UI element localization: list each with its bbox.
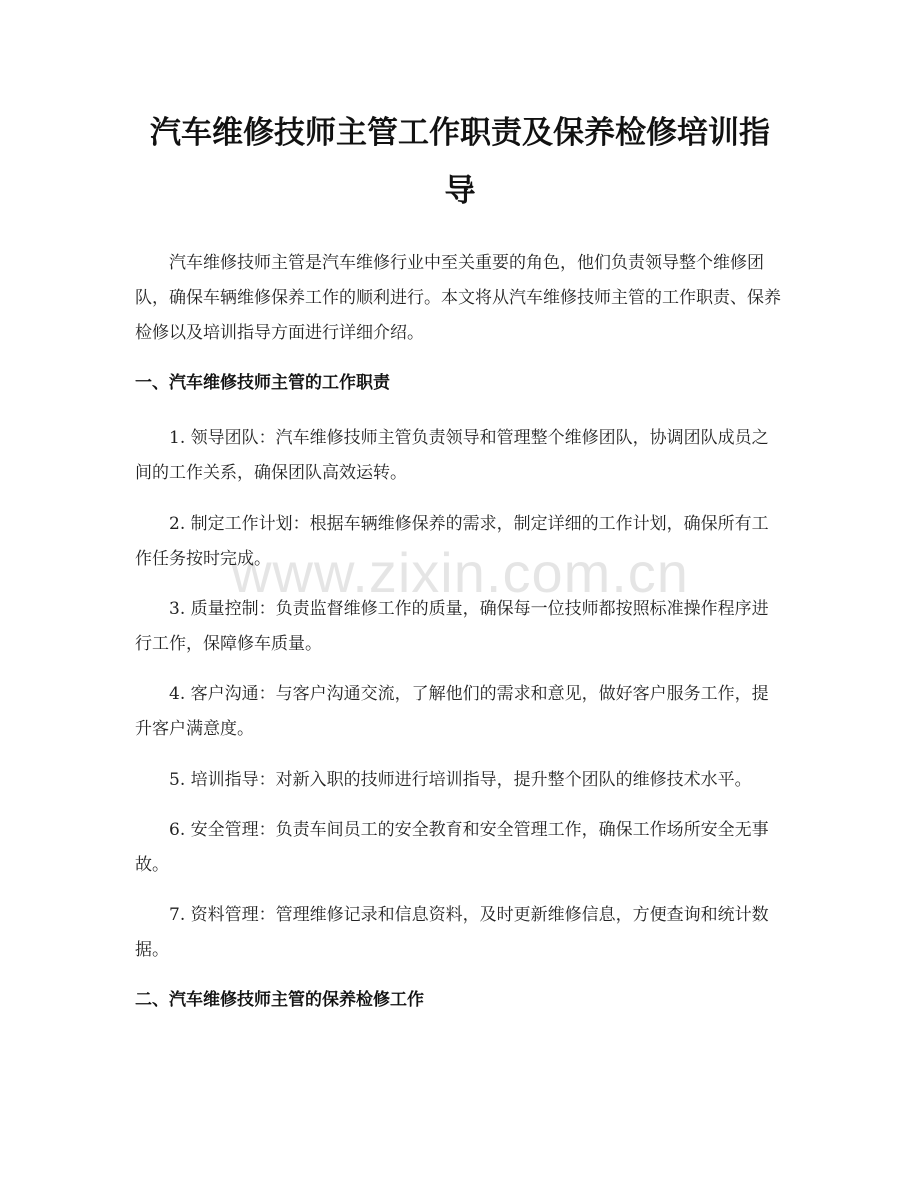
duty-item-3: 3. 质量控制：负责监督维修工作的质量，确保每一位技师都按照标准操作程序进行工作，保障修车质量。 xyxy=(135,599,769,654)
duty-item-7: 7. 资料管理：管理维修记录和信息资料，及时更新维修信息，方便查询和统计数据。 xyxy=(135,905,769,960)
duty-item-2: 2. 制定工作计划：根据车辆维修保养的需求，制定详细的工作计划，确保所有工作任务按时完成。 xyxy=(135,514,769,569)
duty-item-6: 6. 安全管理：负责车间员工的安全教育和安全管理工作，确保工作场所安全无事故。 xyxy=(135,820,769,875)
section-2-heading: 二、汽车维修技师主管的保养检修工作 xyxy=(135,990,424,1010)
duty-item-5: 5. 培训指导：对新入职的技师进行培训指导，提升整个团队的维修技术水平。 xyxy=(169,770,752,790)
duty-item-1: 1. 领导团队：汽车维修技师主管负责领导和管理整个维修团队，协调团队成员之间的工作关系，确保团队高效运转。 xyxy=(135,428,769,483)
watermark: www.zixin.com.cn xyxy=(231,541,689,604)
section-1-heading: 一、汽车维修技师主管的工作职责 xyxy=(135,373,390,393)
duty-item-4: 4. 客户沟通：与客户沟通交流，了解他们的需求和意见，做好客户服务工作，提升客户满意度。 xyxy=(135,684,769,739)
intro-paragraph: 汽车维修技师主管是汽车维修行业中至关重要的角色，他们负责领导整个维修团队，确保车辆维修保养工作的顺利进行。本文将从汽车维修技师主管的工作职责、保养检修以及培训指导方面进行详细介绍。 xyxy=(135,253,781,343)
document-title: 汽车维修技师主管工作职责及保养检修培训指导 xyxy=(150,115,770,209)
